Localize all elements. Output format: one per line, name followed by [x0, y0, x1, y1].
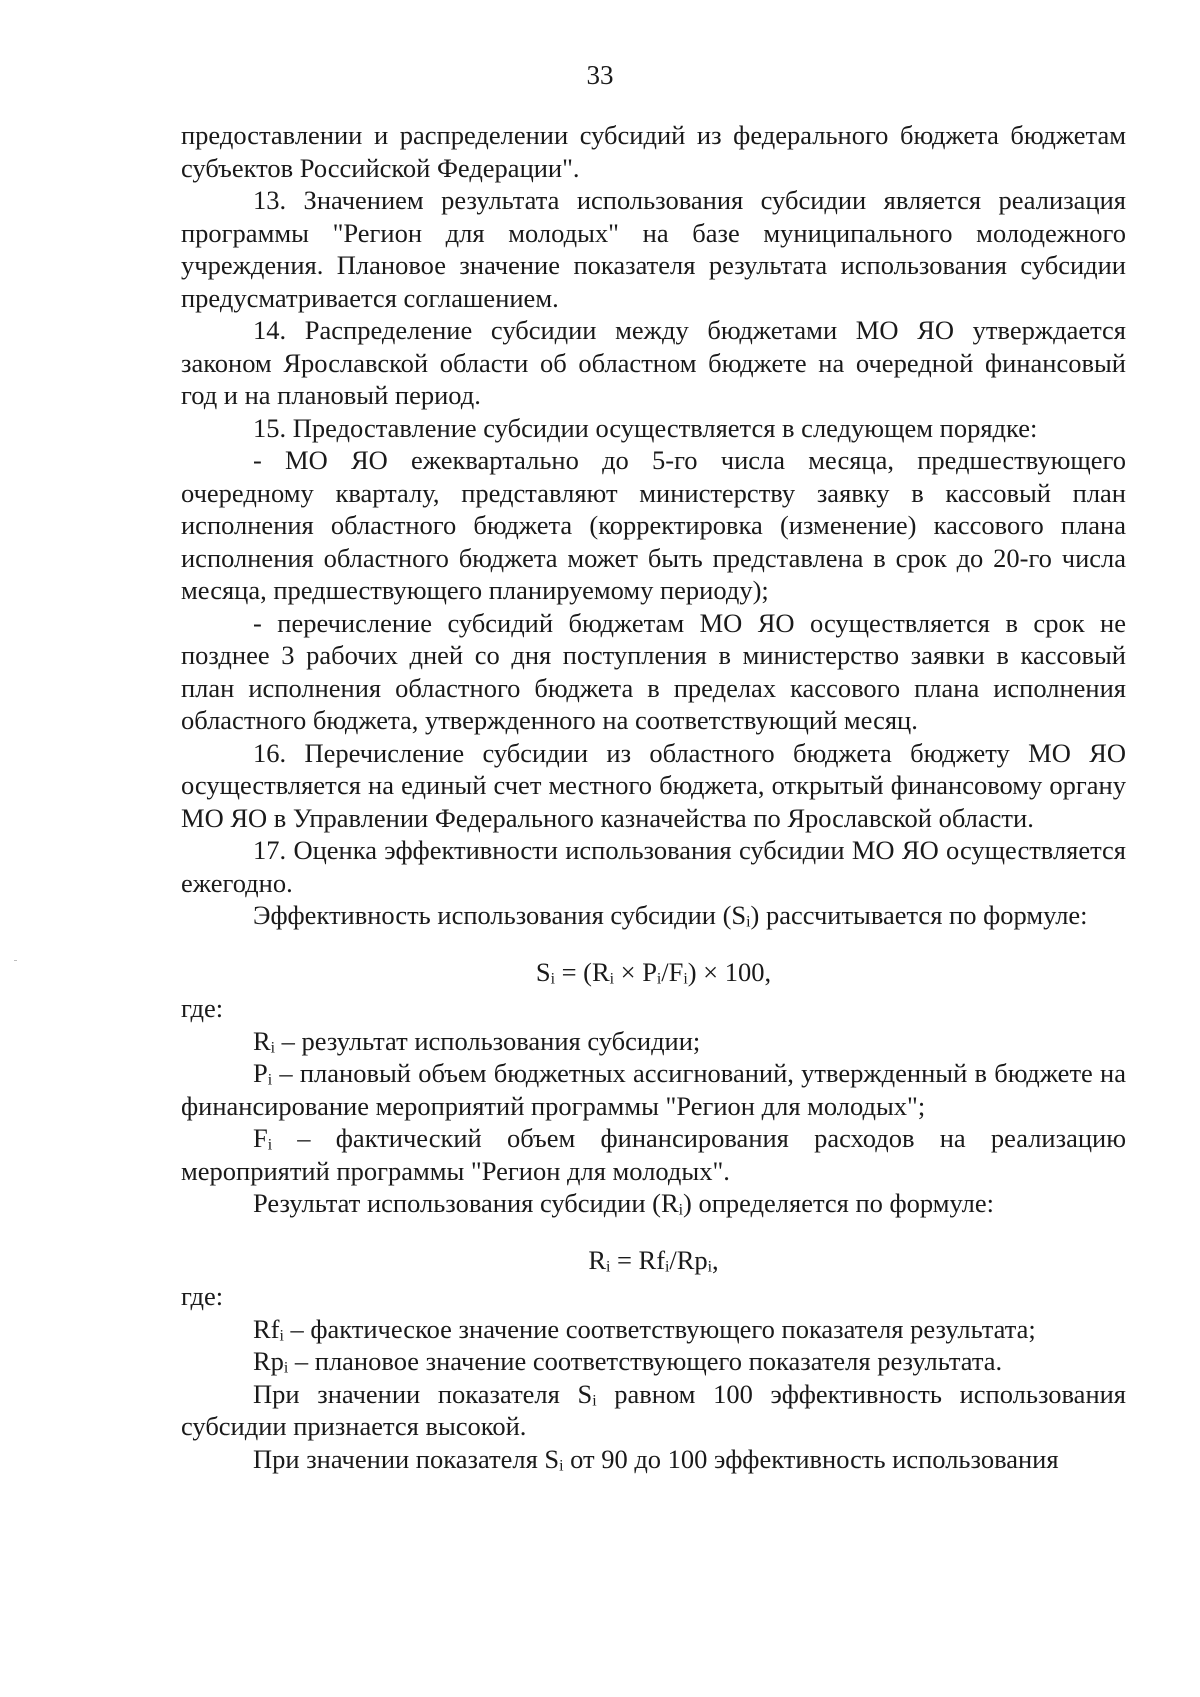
definition-rfi: Rfᵢ – фактическое значение соответствующего показателя результата;: [253, 1313, 1036, 1344]
list-item-transfer: - перечисление субсидий бюджетам МО ЯО осуществляется в срок не позднее 3 рабочих дней со дня поступления в министерство заявки в кассовый план исполнения областного бюджета в пределах кассового плана исполнения областного бюджета, утвержденного на соответствующий месяц.: [181, 607, 1126, 735]
where-label-2: где:: [181, 1281, 224, 1311]
paragraph-14: 14. Распределение субсидии между бюджетами МО ЯО утверждается законом Ярославской области об областном бюджете на очередной финансовый год и на плановый период.: [181, 315, 1126, 410]
formula-efficiency: Sᵢ = (Rᵢ × Pᵢ/Fᵢ) × 100,: [535, 956, 772, 987]
paragraph-high-efficiency: При значении показателя Sᵢ равном 100 эффективность использования субсидии признается высокой.: [181, 1378, 1126, 1441]
page-number: 33: [586, 60, 614, 90]
paragraph-17: 17. Оценка эффективности использования субсидии МО ЯО осуществляется ежегодно.: [181, 835, 1126, 898]
where-label-1: где:: [181, 993, 224, 1023]
paragraph-efficiency: Эффективность использования субсидии (Sᵢ) рассчитывается по формуле:: [253, 900, 1088, 930]
paragraph-result-intro: Результат использования субсидии (Rᵢ) определяется по формуле:: [253, 1188, 994, 1218]
document-body: [181, 119, 1126, 1475]
formula-result: Rᵢ = Rfᵢ/Rpᵢ,: [588, 1244, 719, 1275]
scan-artifact: [14, 960, 17, 961]
list-item-application: - МО ЯО ежеквартально до 5-го числа месяца, предшествующего очередному кварталу, представляют министерству заявку в кассовый план исполнения областного бюджета (корректировка (изменение) кассового плана исполнения областного бюджета может быть представлена в срок до 20-го числа месяца, предшествующего планируемому периоду);: [181, 445, 1126, 605]
paragraph-13: 13. Значением результата использования субсидии является реализация программы "Регион для молодых" на базе муниципального молодежного учреждения. Плановое значение показателя результата использования субсидии предусматривается соглашением.: [181, 185, 1126, 313]
paragraph-medium-efficiency: При значении показателя Sᵢ от 90 до 100 эффективность использования: [253, 1443, 1059, 1474]
paragraph-continuation: предоставлении и распределении субсидий из федерального бюджета бюджетам субъектов Российской Федерации".: [181, 120, 1126, 183]
paragraph-15: 15. Предоставление субсидии осуществляется в следующем порядке:: [253, 412, 1038, 443]
definition-pi: Pᵢ – плановый объем бюджетных ассигнований, утвержденный в бюджете на финансирование мероприятий программы "Регион для молодых";: [181, 1058, 1126, 1121]
paragraph-16: 16. Перечисление субсидии из областного бюджета бюджету МО ЯО осуществляется на единый счет местного бюджета, открытый финансовому органу МО ЯО в Управлении Федерального казначейства по Ярославской области.: [181, 737, 1126, 833]
definition-ri: Rᵢ – результат использования субсидии;: [253, 1025, 701, 1056]
definition-fi: Fᵢ – фактический объем финансирования расходов на реализацию мероприятий программы "Регион для молодых".: [181, 1123, 1126, 1186]
definition-rpi: Rpᵢ – плановое значение соответствующего показателя результата.: [253, 1346, 1003, 1376]
